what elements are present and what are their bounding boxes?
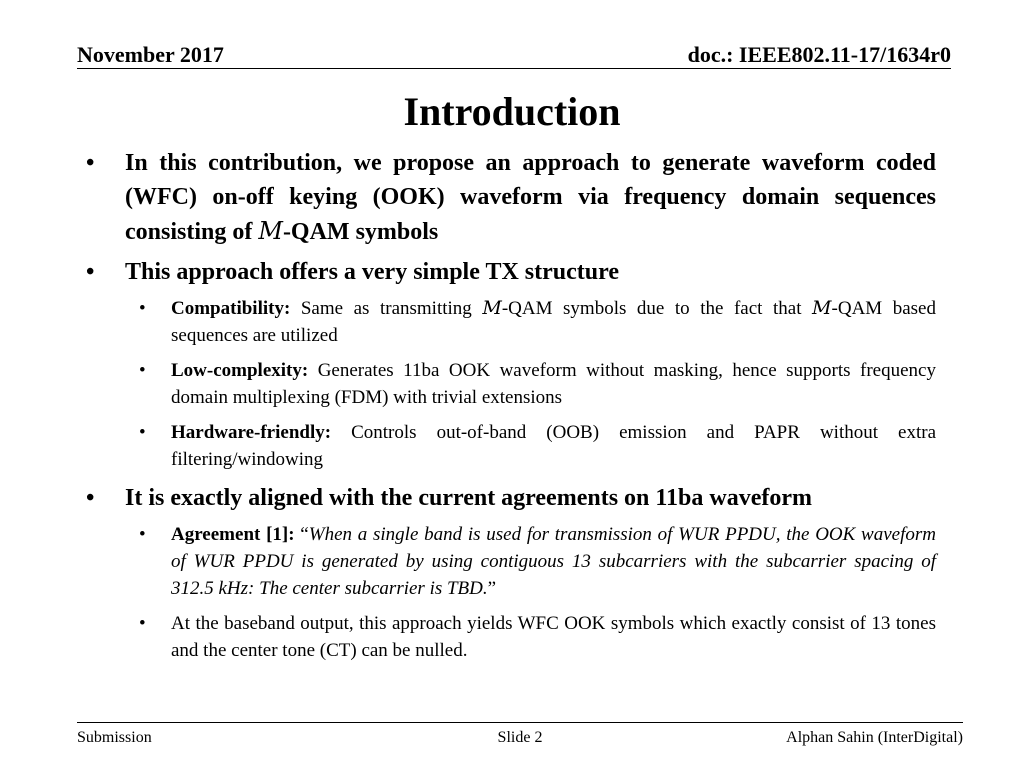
bullet-simple-tx — [80, 255, 936, 289]
math-symbol-m: M — [482, 297, 502, 319]
bullet-marker: • — [139, 524, 146, 545]
header-date: November 2017 — [77, 42, 224, 67]
bullet-marker: • — [86, 485, 95, 511]
sub-bullet-text: -QAM based sequences are utilized — [171, 298, 936, 346]
sub-bullet-text: Controls out-of-band (OOB) emission and PAPR without extra filtering/windowing — [171, 422, 936, 470]
footer-submission: Submission — [77, 729, 152, 746]
sub-bullet-lead: Low-complexity: — [171, 360, 309, 381]
slide-footer — [77, 722, 963, 746]
sub-bullet-lead: Hardware-friendly: — [171, 422, 332, 443]
bullet-text: -QAM symbols — [282, 219, 439, 245]
bullet-proposal — [80, 146, 936, 249]
slide-header — [77, 42, 951, 69]
sub-bullet-low-complexity — [139, 357, 936, 411]
sub-bullet-text: Same as transmitting — [290, 298, 483, 319]
bullet-text: This approach offers a very simple TX structure — [125, 259, 619, 285]
sub-bullet-text: -QAM symbols due to the fact that — [501, 298, 813, 319]
bullet-marker: • — [86, 150, 95, 176]
bullet-marker: • — [139, 613, 146, 634]
bullet-marker: • — [139, 360, 146, 381]
sub-bullet-baseband-output — [139, 610, 936, 664]
sub-bullet-compatibility — [139, 295, 936, 349]
sub-bullet-lead: Agreement [1]: — [171, 524, 295, 545]
bullet-text: It is exactly aligned with the current agreements on 11ba waveform — [125, 485, 813, 511]
bullet-marker: • — [139, 422, 146, 443]
open-quote: “ — [294, 524, 309, 545]
slide-title: Introduction — [403, 89, 621, 134]
header-doc-id: doc.: IEEE802.11-17/1634r0 — [687, 42, 951, 67]
bullet-text: In this contribution, we propose an approach to generate waveform coded (WFC) on-off keying (OOK) waveform via frequency domain sequences consisting of — [125, 150, 936, 245]
bullet-marker: • — [139, 298, 146, 319]
bullet-aligned-agreements — [80, 481, 936, 515]
footer-author: Alphan Sahin (InterDigital) — [786, 729, 963, 746]
agreement-quote: When a single band is used for transmission of WUR PPDU, the OOK waveform of WUR PPDU is generated by using contiguous 13 subcarriers with the subcarrier spacing of 312.5 kHz: The center subcarrier is TBD. — [171, 524, 936, 599]
math-symbol-m: M — [258, 217, 283, 245]
sub-bullet-hardware-friendly — [139, 419, 936, 473]
footer-slide-number: Slide 2 — [497, 729, 543, 746]
sub-bullet-text: At the baseband output, this approach yields WFC OOK symbols which exactly consist of 13 tones and the center tone (CT) can be nulled. — [171, 613, 936, 661]
sub-bullet-lead: Compatibility: — [171, 298, 291, 319]
sub-bullet-text: Generates 11ba OOK waveform without masking, hence supports frequency domain multiplexing (FDM) with trivial extensions — [171, 360, 936, 408]
bullet-marker: • — [86, 259, 95, 285]
close-quote: ” — [487, 578, 497, 599]
slide-body — [80, 146, 936, 672]
math-symbol-m: M — [812, 297, 832, 319]
sub-bullet-agreement — [139, 521, 936, 602]
